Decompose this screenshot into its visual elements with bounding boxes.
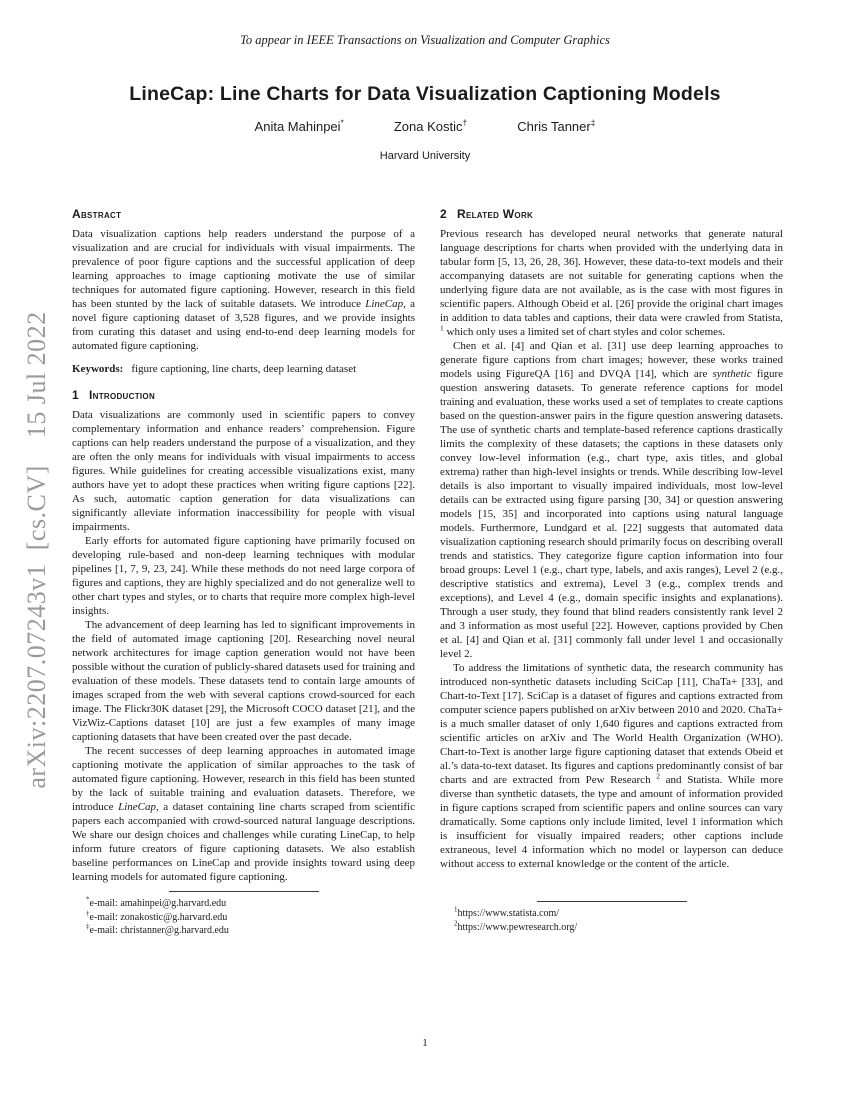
affiliation: Harvard University: [379, 150, 471, 162]
keywords-text: figure captioning, line charts, deep learning dataset: [131, 363, 357, 375]
two-column-body: [72, 207, 783, 938]
author-3-name: Chris Tanner: [517, 119, 591, 134]
page-number: 1: [422, 1037, 428, 1049]
intro-paragraph-1: Data visualizations are commonly used in scientific papers to convey complementary information and enhance readers’ comprehension. Figure captions can help readers understand the purpose of a visualization, and they are often the only means for individuals with visual impairments to access figures. While guidelines for creating accessible visualizations exist, many authors have yet to adopt these practices when writing figure captions [22]. As such, automatic caption generation for data visualizations can significantly alleviate information inaccessibility for people with visual impairments.: [72, 409, 415, 533]
authors-row: [0, 119, 850, 134]
author-2: [394, 119, 467, 134]
url-footnote-2: [440, 921, 783, 935]
author-2-name: Zona Kostic: [393, 119, 463, 134]
footnote-text: e-mail: christanner@g.harvard.edu: [89, 925, 229, 936]
intro-paragraph-2: Early efforts for automated figure captioning have primarily focused on developing rule-based and non-deep learning techniques with modular pipelines [1, 7, 9, 23, 24]. While these methods do not need large corpora of figures and captions, they are highly specialized and do not generalize well to other chart types and styles, or to charts that require more complex high-level insights.: [72, 535, 415, 617]
related-work-paragraph-2: Chen et al. [4] and Qian et al. [31] use deep learning approaches to generate figure captions from chart images; however, these works trained models using FigureQA [16] and DVQA [14], which are synthetic figure question answering datasets. To generate reference captions for model training and evaluation, these works used a set of templates to create captions based on the question-answer pairs in the figure question answering datasets. The use of synthetic charts and template-based reference captions drastically limits the complexity of these datasets; the captions in these datasets only convey low-level information (e.g., chart type, axis titles, and global extrema) rather than high-level insights or trends. While describing low-level details is also important to visually impaired individuals, most low-level details can be extracted using figure parsing [30, 34] or question answering models [15, 35] and incorporated into captions using natural language models. Furthermore, Lundgard et al. [22] suggests that automated data visualization captioning research should primarily focus on describing overall trends and statistics. They categorize figure caption information into four broad groups: Level 1 (e.g., chart type, labels, and axis ranges), Level 2 (e.g., descriptive statistics and extrema), Level 3 (e.g., complex trends and exceptions), and Level 4 (e.g., domain specific insights and explanations). Through a user study, they found that blind readers consistently rank level 2 and 3 information as most useful [22]. However, captions provided by Chen et al. [4] and Qian et al. [31] commonly fall under level 1 and occasionally level 2.: [440, 340, 783, 660]
author-footnote-2: [72, 911, 415, 925]
abstract-heading: Abstract: [72, 207, 122, 221]
author-1-footnote-mark: *: [340, 117, 344, 128]
footnote-mark: *: [86, 895, 90, 904]
author-footnote-3: [72, 924, 415, 938]
footnote-mark: ‡: [86, 922, 90, 931]
author-3-footnote-mark: ‡: [590, 117, 596, 128]
arxiv-stamp: arXiv:2207.07243v1 [cs.CV] 15 Jul 2022: [22, 311, 51, 789]
intro-paragraph-3: The advancement of deep learning has led to significant improvements in the field of automated image captioning [20]. Researching novel neural network architectures for image caption generation would not have been possible without the curation of publicly-shared datasets used for training and evaluation of these models. These datasets tend to contain large amounts of images scraped from the web with several captions crowd-sourced for each image. The Flickr30K dataset [29], the Microsoft COCO dataset [21], and the VizWiz-Captions dataset [10] are just a few examples of many image captioning datasets that have been created over the past decade.: [72, 619, 415, 743]
section-1-heading: [72, 388, 415, 402]
author-1-name: Anita Mahinpei: [254, 119, 341, 134]
section-1-number: 1: [72, 388, 79, 402]
author-1: [255, 119, 344, 134]
paper-title: LineCap: Line Charts for Data Visualization Captioning Models: [129, 83, 721, 105]
footnote-rule-right: [537, 901, 687, 902]
section-2-heading: [440, 207, 783, 221]
section-2-number: 2: [440, 207, 447, 221]
section-2-title: Related Work: [456, 207, 534, 221]
abstract-text: Data visualization captions help readers understand the purpose of a visualization and are crucial for individuals with visual impairments. The prevalence of poor figure captions and the successful application of deep learning approaches to image captioning motivate the use of similar techniques for automated figure captioning. However, research in this field has been stunted by the lack of suitable datasets. We introduce LineCap, a novel figure captioning dataset of 3,528 figures, and we provide insights from curating this dataset and using end-to-end deep learning models for automated figure captioning.: [72, 228, 415, 352]
footnote-mark: †: [86, 909, 90, 918]
author-2-footnote-mark: †: [462, 117, 468, 128]
author-footnote-1: [72, 897, 415, 911]
right-column: [440, 207, 783, 938]
footnote-text: e-mail: zonakostic@g.harvard.edu: [89, 911, 228, 923]
url-footnote-1: [440, 907, 783, 921]
statista-link[interactable]: https://www.statista.com/: [457, 908, 560, 919]
url-footnotes: [440, 901, 783, 934]
left-column: [72, 207, 415, 938]
related-work-paragraph-3: To address the limitations of synthetic data, the research community has introduced non-synthetic datasets including SciCap [11], ChaTa+ [33], and Chart-to-Text [17]. SciCap is a dataset of figures and captions extracted from computer science papers published on arXiv between 2010 and 2020. ChaTa+ is a much smaller dataset of only 1,640 figures and captions extracted from scientific articles on arXiv and The World Health Organization (WHO). Chart-to-Text is another large figure captioning dataset that extends Obeid et al.’s data-to-text dataset. Its figures and captions predominantly consist of bar charts and are extracted from Pew Research $^2$ and Statista. While more diverse than synthetic datasets, the type and amount of information provided in figure captions scraped from scientific papers and online sources can vary dramatically. Some captions only include limited, level 1 information which is insufficient for visually impaired readers; other captions include extraneous, level 4 information which no model or layperson can deduce without access to external knowledge or the content of the article.: [440, 662, 783, 870]
author-footnotes: [72, 891, 415, 938]
header-note: To appear in IEEE Transactions on Visualization and Computer Graphics: [240, 33, 610, 47]
footnote-mark: 2: [454, 919, 458, 928]
section-1-title: Introduction: [88, 388, 156, 402]
footnote-text: e-mail: amahinpei@g.harvard.edu: [89, 898, 227, 909]
pewresearch-link[interactable]: https://www.pewresearch.org/: [457, 921, 578, 933]
footnote-mark: 1: [454, 905, 458, 914]
keywords-label: Keywords:: [72, 363, 124, 375]
footnote-rule-left: [169, 891, 319, 892]
keywords-line: [72, 362, 415, 376]
related-work-paragraph-1: Previous research has developed neural networks that generate natural language descriptions for charts when provided with the underlying data in tabular form [5, 13, 26, 28, 36]. However, these data-to-text models and their accompanying datasets are not suitable for generating captions when the underlying figure data are not available, as is the case with most figures in scientific papers. Although Obeid et al. [26] provide the original chart images in addition to data tables and captions, their data were crawled from Statista, $^1$ which only uses a limited set of chart styles and color schemes.: [440, 228, 783, 338]
author-3: [517, 119, 595, 134]
intro-paragraph-4: The recent successes of deep learning approaches in automated image captioning motivate the application of similar approaches to the task of automated figure captioning. However, research in this field has been stunted by the lack of suitable training and evaluation datasets. Therefore, we introduce LineCap, a dataset containing line charts scraped from scientific papers each accompanied with crowd-sourced natural language descriptions. We share our design choices and challenges while curating LineCap, to help inform future creators of figure captioning datasets. We also establish baseline performances on LineCap and provide insights toward using deep learning models for automated figure captioning.: [72, 745, 416, 883]
